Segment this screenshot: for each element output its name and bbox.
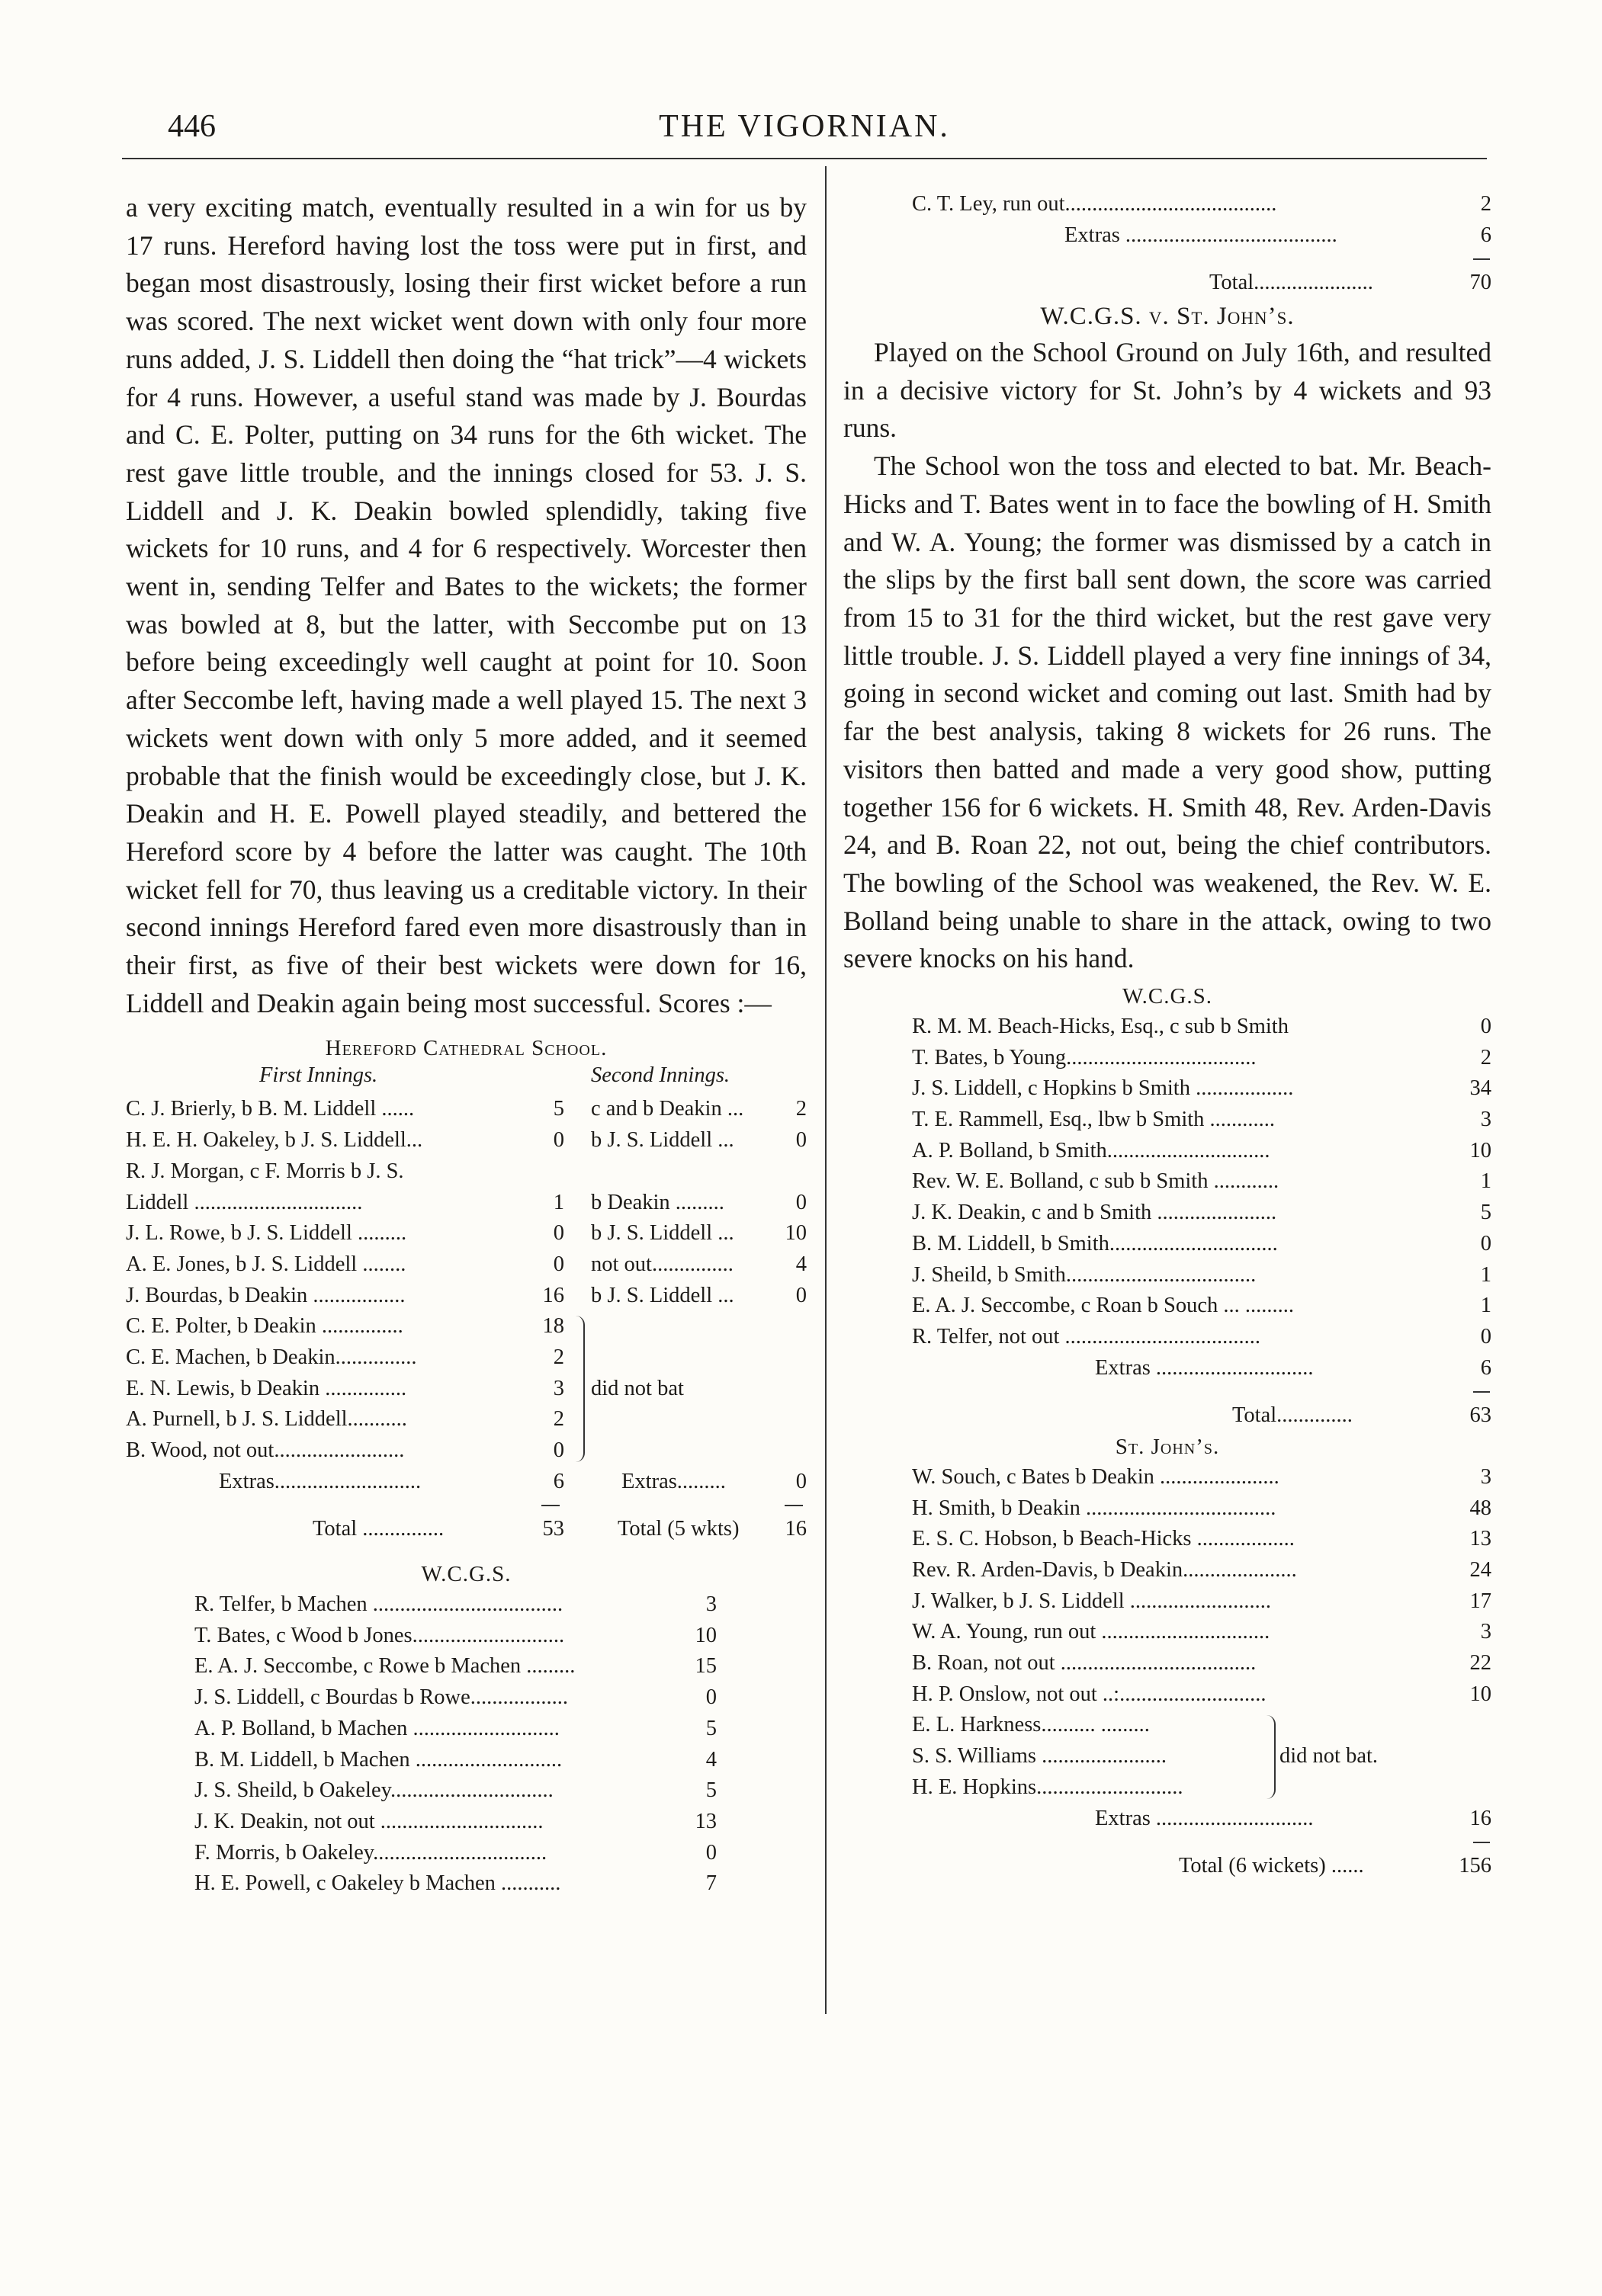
- batsman-entry: S. S. Williams .......................: [912, 1744, 1167, 1768]
- scorecard-row: [843, 1555, 1491, 1586]
- scorecard-row: [843, 1073, 1491, 1105]
- batsman-entry: J. K. Deakin, c and b Smith ......................: [912, 1201, 1277, 1225]
- st-johns-report-p1: Played on the School Ground on July 16th, and resulted in a decisive victory for St. John’s by 4 wickets and 93 runs.: [843, 337, 1491, 444]
- runs-value: 10: [695, 1623, 717, 1647]
- st-johns-title: St. John’s.: [1115, 1434, 1220, 1459]
- runs-value: 7: [705, 1871, 717, 1896]
- runs-value: 24: [1469, 1558, 1491, 1583]
- batsman-entry: C. E. Machen, b Deakin...............: [126, 1345, 417, 1369]
- batsman-entry: Total......................: [1209, 271, 1373, 295]
- runs-value: 17: [1469, 1589, 1491, 1613]
- batsman-entry: Rev. R. Arden-Davis, b Deakin.....................: [912, 1558, 1297, 1583]
- batsman-entry: H. Smith, b Deakin ...................................: [912, 1496, 1276, 1520]
- scorecard-row: [126, 1621, 807, 1652]
- extras-row: [126, 1467, 807, 1498]
- batsman-entry: H. E. Powell, c Oakeley b Machen ...........: [194, 1871, 561, 1896]
- scorecard-row: [843, 1136, 1491, 1167]
- first-innings-runs: 2: [553, 1345, 564, 1369]
- total-rules: [843, 1834, 1491, 1851]
- total-label: Total ...............: [313, 1517, 445, 1541]
- first-innings-runs: 18: [542, 1314, 564, 1339]
- total-rule: [1473, 1842, 1490, 1843]
- did-not-bat-label: did not bat: [591, 1376, 684, 1400]
- total-rule: [541, 1505, 560, 1506]
- right-column: [843, 189, 1491, 1882]
- batsman-entry: B. Roan, not out ....................................: [912, 1651, 1257, 1676]
- batsman-entry: H. E. H. Oakeley, b J. S. Liddell...: [126, 1128, 423, 1153]
- total-rules: [126, 1497, 807, 1514]
- scorecard-row: [126, 1838, 807, 1869]
- runs-value: 22: [1469, 1651, 1491, 1676]
- scorecard-row: [843, 1198, 1491, 1229]
- batsman-entry: J. S. Liddell, c Hopkins b Smith ..................: [912, 1076, 1294, 1101]
- scorecard-row: [843, 1012, 1491, 1043]
- runs-value: 3: [1480, 1108, 1491, 1132]
- hereford-scorecard-title: Hereford Cathedral School.: [325, 1036, 608, 1061]
- runs-value: 3: [1480, 1464, 1491, 1489]
- scorecard-row: [126, 1281, 807, 1312]
- runs-value: 156: [1459, 1854, 1491, 1878]
- scorecard-row: [843, 1648, 1491, 1679]
- second-innings-dismissal: not out...............: [591, 1252, 734, 1276]
- batsman-entry: J. S. Sheild, b Oakeley..............................: [194, 1778, 554, 1803]
- scorecard-row: [126, 1188, 807, 1219]
- total-rule: [785, 1505, 803, 1506]
- second-innings-runs: 4: [795, 1252, 807, 1276]
- second-innings-runs: 0: [795, 1128, 807, 1153]
- second-innings-runs: 10: [785, 1221, 807, 1246]
- runs-value: 13: [1469, 1527, 1491, 1551]
- scorecard-row: [843, 1586, 1491, 1618]
- batsman-entry: T. Bates, c Wood b Jones............................: [194, 1623, 565, 1647]
- runs-value: 6: [1480, 223, 1491, 247]
- second-innings-extras-label: Extras.........: [621, 1469, 726, 1493]
- runs-value: 16: [1469, 1806, 1491, 1830]
- batsman-entry: R. M. M. Beach-Hicks, Esq., c sub b Smith: [912, 1015, 1289, 1039]
- scorecard-row: [843, 1524, 1491, 1555]
- batsman-entry: B. M. Liddell, b Machen ...........................: [194, 1747, 563, 1772]
- runs-value: 3: [705, 1592, 717, 1617]
- innings-headings: [126, 1063, 807, 1094]
- st-johns-match-heading-text: W.C.G.S. v. St. John’s.: [1040, 303, 1295, 331]
- scorecard-row: [126, 1651, 807, 1682]
- batsman-entry: H. E. Hopkins...........................: [912, 1775, 1183, 1799]
- scorecard-row: [843, 1043, 1491, 1074]
- runs-value: 2: [1480, 1045, 1491, 1069]
- first-innings-runs: 3: [553, 1376, 564, 1400]
- extras-row: [843, 1353, 1491, 1384]
- batsman-entry: R. Telfer, b Machen ...................................: [194, 1592, 563, 1617]
- batsman-entry: J. L. Rowe, b J. S. Liddell .........: [126, 1221, 407, 1246]
- batsman-entry: A. E. Jones, b J. S. Liddell ........: [126, 1252, 406, 1276]
- runs-value: 0: [705, 1840, 717, 1865]
- batsman-entry: H. P. Onslow, not out ..:...........................: [912, 1682, 1267, 1706]
- second-innings-runs: 0: [795, 1190, 807, 1214]
- batsman-entry: E. A. J. Seccombe, c Roan b Souch ... .........: [912, 1294, 1295, 1318]
- batsman-entry: Extras .......................................: [1064, 223, 1337, 247]
- runs-value: 4: [705, 1747, 717, 1772]
- scorecard-row: [843, 1462, 1491, 1493]
- scorecard-row: [126, 1374, 807, 1405]
- batsman-entry: F. Morris, b Oakeley................................: [194, 1840, 547, 1865]
- header-rule: [122, 158, 1487, 159]
- runs-value: 6: [1480, 1355, 1491, 1380]
- total-row: [843, 1851, 1491, 1882]
- batsman-entry: J. Sheild, b Smith...................................: [912, 1262, 1257, 1287]
- scorecard-row: [126, 1218, 807, 1249]
- st-johns-match-heading: [843, 299, 1491, 334]
- extras-row: [843, 1804, 1491, 1835]
- runs-value: 0: [1480, 1324, 1491, 1348]
- second-innings-runs: 2: [795, 1097, 807, 1121]
- runs-value: 5: [705, 1778, 717, 1803]
- second-innings-runs: 0: [795, 1283, 807, 1307]
- extras-label: Extras...........................: [219, 1469, 422, 1493]
- column-divider: [825, 166, 827, 2014]
- batsman-entry: A. P. Bolland, b Smith..............................: [912, 1138, 1270, 1162]
- batsman-entry: E. S. C. Hobson, b Beach-Hicks ..................: [912, 1527, 1295, 1551]
- first-innings-runs: 0: [553, 1252, 564, 1276]
- first-innings-runs: 0: [553, 1221, 564, 1246]
- runs-value: 34: [1469, 1076, 1491, 1101]
- first-innings-runs: 0: [553, 1438, 564, 1463]
- scorecard-row: [126, 1435, 807, 1467]
- match-report-hereford: a very exciting match, eventually resulted in a win for us by 17 runs. Hereford having lost the toss were put in first, and began most disastrously, losing their first wicket before a run was scored. The next wicket went down with only four more runs added, J. S. Liddell then doing the “hat trick”—4 wickets for 4 runs. However, a useful stand was made by J. Bourdas and C. E. Polter, putting on 34 runs for the 6th wicket. The rest gave little trouble, and the innings closed for 53. J. S. Liddell and J. K. Deakin bowled splendidly, taking five wickets for 10 runs, and 4 for 6 respectively. Worcester then went in, sending Telfer and Bates to the wickets; the former was bowled at 8, but the latter, with Seccombe put on 13 before being exceedingly well caught at point for 10. Soon after Seccombe left, having made a well played 15. The next 3 wickets went down with only 5 more added, and it seemed probable that the finish would be exceedingly close, but J. K. Deakin and H. E. Powell played steadily, and bettered the Hereford score by 4 before the latter was caught. The 10th wicket fell for 70, thus leaving us a creditable victory. In their second innings Hereford fared even more disastrously than in their first, as five of their best wickets were down for 16, Liddell and Deakin again being most successful. Scores :—: [126, 192, 807, 1018]
- batsman-entry: E. N. Lewis, b Deakin ...............: [126, 1376, 407, 1400]
- st-johns-report-p2: The School won the toss and elected to bat. Mr. Beach-Hicks and T. Bates went in to face the bowling of H. Smith and W. A. Young; the former was dismissed by a catch in the slips by the first ball sent down, the score was carried from 15 to 31 for the third wicket, but the rest gave very little trouble. J. S. Liddell played a very fine innings of 34, going in second wicket and coming out last. Smith had by far the best analysis, taking 8 wickets for 26 runs. The visitors then batted and made a very good show, putting together 156 for 6 wickets. H. Smith 48, Rev. Arden-Davis 24, and B. Roan 22, not out, being the chief contributors. The bowling of the School was weakened, the Rev. W. E. Bolland being unable to share in the attack, owing to two severe knocks on his hand.: [843, 451, 1491, 974]
- second-innings-extras: 0: [795, 1469, 807, 1493]
- scorecard-row: [126, 1249, 807, 1281]
- scorecard-row: [843, 1493, 1491, 1525]
- first-innings-runs: 16: [542, 1283, 564, 1307]
- scorecard-row: [843, 1291, 1491, 1322]
- batsman-entry: W. Souch, c Bates b Deakin ......................: [912, 1464, 1279, 1489]
- runs-value: 10: [1469, 1682, 1491, 1706]
- batsman-entry: W. A. Young, run out ...............................: [912, 1620, 1270, 1644]
- total-rule: [1473, 258, 1490, 260]
- scorecard-row: [126, 1714, 807, 1745]
- did-not-bat-label: did not bat.: [1279, 1744, 1379, 1768]
- batsman-entry: T. Bates, b Young...................................: [912, 1045, 1257, 1069]
- scorecard-row: [843, 1772, 1491, 1804]
- extras-row: [843, 220, 1491, 252]
- runs-value: 10: [1469, 1138, 1491, 1162]
- second-innings-dismissal: b Deakin .........: [591, 1190, 724, 1214]
- total-rules: [843, 1384, 1491, 1400]
- batsman-entry: Rev. W. E. Bolland, c sub b Smith ............: [912, 1169, 1279, 1194]
- second-innings-heading: Second Innings.: [591, 1063, 730, 1088]
- batsman-entry: E. L. Harkness.......... .........: [912, 1713, 1150, 1737]
- page-number: 446: [168, 109, 216, 144]
- batsman-entry: J. S. Liddell, c Bourdas b Rowe..................: [194, 1685, 569, 1710]
- first-innings-runs: 5: [553, 1097, 564, 1121]
- runs-value: 0: [705, 1685, 717, 1710]
- batsman-entry: C. J. Brierly, b B. M. Liddell ......: [126, 1097, 415, 1121]
- second-innings-dismissal: c and b Deakin ...: [591, 1097, 744, 1121]
- batsman-entry: Total (6 wickets) ......: [1179, 1854, 1364, 1878]
- scorecard-row: [843, 189, 1491, 220]
- running-title: THE VIGORNIAN.: [659, 109, 950, 144]
- scorecard-row: [843, 1105, 1491, 1136]
- wcgs-vs-st-johns-scorecard: [843, 1012, 1491, 1432]
- scorecard-row: [126, 1775, 807, 1807]
- first-innings-runs: 0: [553, 1128, 564, 1153]
- runs-value: 1: [1480, 1294, 1491, 1318]
- runs-value: 1: [1480, 1169, 1491, 1194]
- runs-value: 1: [1480, 1262, 1491, 1287]
- batsman-entry: R. J. Morgan, c F. Morris b J. S.: [126, 1159, 404, 1183]
- brace-bracket: [1267, 1715, 1276, 1799]
- batsman-entry: J. K. Deakin, not out ..............................: [194, 1809, 544, 1833]
- scorecard-row: [126, 1311, 807, 1342]
- scorecard-row: [843, 1741, 1491, 1772]
- batsman-entry: Extras .............................: [1095, 1806, 1314, 1830]
- st-johns-scorecard: [843, 1462, 1491, 1882]
- scorecard-row: [843, 1710, 1491, 1741]
- scorecard-row: [126, 1807, 807, 1838]
- total-row: [843, 268, 1491, 299]
- batsman-entry: J. Bourdas, b Deakin .................: [126, 1283, 406, 1307]
- scorecard-row: [843, 1260, 1491, 1291]
- batsman-entry: Extras .............................: [1095, 1355, 1314, 1380]
- first-innings-heading: First Innings.: [259, 1063, 378, 1088]
- second-innings-total: 16: [785, 1517, 807, 1541]
- scorecard-row: [126, 1745, 807, 1776]
- hereford-scorecard: [126, 1094, 807, 1900]
- batsman-entry: Liddell ...............................: [126, 1190, 363, 1214]
- second-innings-total-label: Total (5 wkts): [618, 1517, 740, 1541]
- batsman-entry: Total..............: [1232, 1403, 1353, 1428]
- batsman-entry: T. E. Rammell, Esq., lbw b Smith ............: [912, 1108, 1276, 1132]
- total-rules: [843, 251, 1491, 268]
- runs-value: 3: [1480, 1620, 1491, 1644]
- scorecard-row: [843, 1229, 1491, 1260]
- scorecard-row: [126, 1682, 807, 1714]
- first-innings-extras: 6: [553, 1469, 564, 1493]
- batsman-entry: C. T. Ley, run out.......................................: [912, 192, 1277, 216]
- second-innings-dismissal: b J. S. Liddell ...: [591, 1283, 734, 1307]
- scorecard-row: [126, 1868, 807, 1900]
- runs-value: 48: [1469, 1496, 1491, 1520]
- scorecard-row: [126, 1342, 807, 1374]
- second-innings-dismissal: b J. S. Liddell ...: [591, 1128, 734, 1153]
- scorecard-row: [126, 1125, 807, 1156]
- runs-value: 2: [1480, 192, 1491, 216]
- total-rule: [1473, 1391, 1490, 1393]
- runs-value: 63: [1469, 1403, 1491, 1428]
- batsman-entry: B. Wood, not out........................: [126, 1438, 405, 1463]
- first-innings-runs: 1: [553, 1190, 564, 1214]
- runs-value: 0: [1480, 1015, 1491, 1039]
- left-column: [126, 189, 807, 1900]
- runs-value: 0: [1480, 1231, 1491, 1255]
- scorecard-row: [843, 1679, 1491, 1711]
- wcgs-second-title: W.C.G.S.: [1122, 984, 1213, 1009]
- batsman-entry: B. M. Liddell, b Smith...............................: [912, 1231, 1278, 1255]
- wcgs-scorecard-continued: [843, 189, 1491, 299]
- first-innings-runs: 2: [553, 1407, 564, 1432]
- page-header: [122, 108, 1487, 152]
- batsman-entry: E. A. J. Seccombe, c Rowe b Machen .........: [194, 1654, 576, 1679]
- brace-bracket: [576, 1316, 585, 1462]
- scorecard-row: [843, 1166, 1491, 1198]
- runs-value: 15: [695, 1654, 717, 1679]
- scorecard-row: [843, 1617, 1491, 1648]
- total-row: [843, 1400, 1491, 1432]
- spacer: [126, 1545, 807, 1559]
- batsman-entry: J. Walker, b J. S. Liddell ..........................: [912, 1589, 1272, 1613]
- runs-value: 70: [1469, 271, 1491, 295]
- scorecard-row: [843, 1322, 1491, 1353]
- scorecard-row: [126, 1589, 807, 1621]
- wcgs-first-title: W.C.G.S.: [421, 1562, 512, 1587]
- batsman-entry: A. P. Bolland, b Machen ...........................: [194, 1716, 560, 1740]
- batsman-entry: A. Purnell, b J. S. Liddell...........: [126, 1407, 407, 1432]
- first-innings-total: 53: [542, 1517, 564, 1541]
- second-innings-dismissal: b J. S. Liddell ...: [591, 1221, 734, 1246]
- scorecard-row: [126, 1404, 807, 1435]
- scorecard-row: [126, 1156, 807, 1188]
- batsman-entry: R. Telfer, not out ....................................: [912, 1324, 1261, 1348]
- runs-value: 5: [1480, 1201, 1491, 1225]
- scorecard-row: [126, 1094, 807, 1125]
- runs-value: 13: [695, 1809, 717, 1833]
- total-row: [126, 1514, 807, 1545]
- runs-value: 5: [705, 1716, 717, 1740]
- batsman-entry: C. E. Polter, b Deakin ...............: [126, 1314, 403, 1339]
